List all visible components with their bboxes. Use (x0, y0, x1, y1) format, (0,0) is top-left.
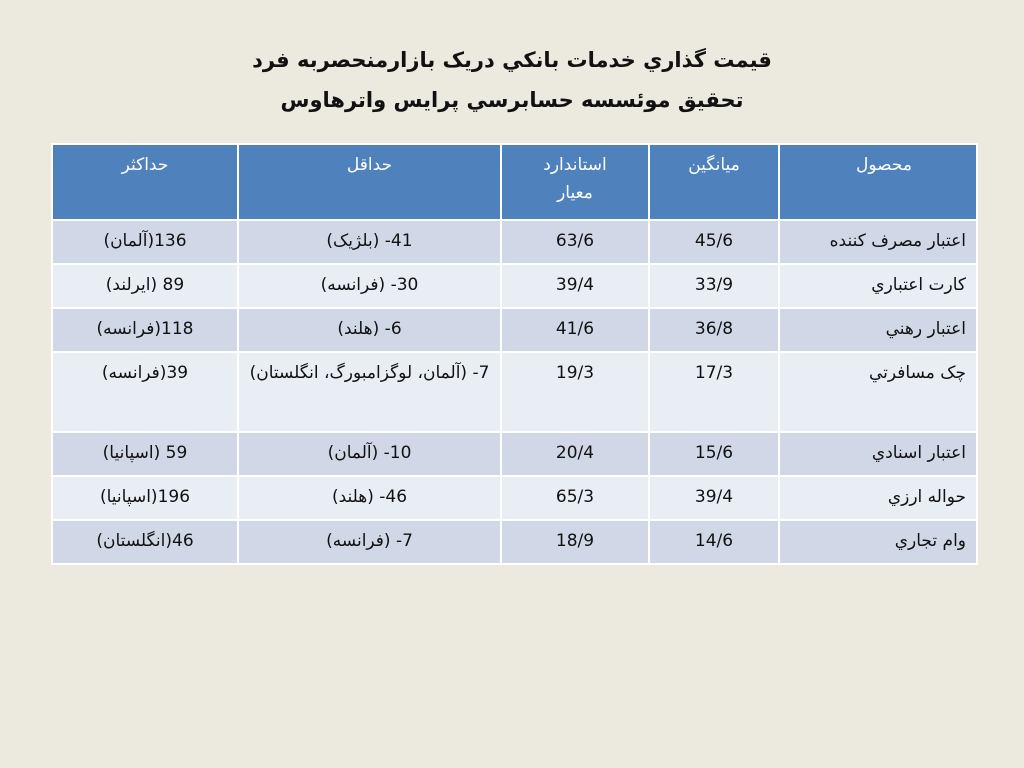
cell-product: وام تجاري (779, 520, 977, 564)
cell-product: كارت اعتباري (779, 264, 977, 308)
cell-minimum: 41- (بلژيک) (238, 220, 501, 264)
title-line-1: قيمت گذاري خدمات بانكي دريک بازارمنحصربه فرد (252, 48, 772, 72)
header-std-line-2: معيار (557, 183, 593, 203)
cell-std: 20/4 (501, 432, 649, 476)
header-maximum: حداكثر (52, 144, 238, 220)
table-header-row (52, 144, 977, 220)
cell-std: 41/6 (501, 308, 649, 352)
cell-product: حواله ارزي (779, 476, 977, 520)
table-row (52, 432, 977, 476)
cell-minimum: 10- (آلمان) (238, 432, 501, 476)
table-row (52, 352, 977, 432)
table-row (52, 520, 977, 564)
table-row (52, 264, 977, 308)
cell-product: اعتبار مصرف كننده (779, 220, 977, 264)
header-std (501, 144, 649, 220)
cell-average: 33/9 (649, 264, 779, 308)
cell-minimum: 7- (فرانسه) (238, 520, 501, 564)
cell-maximum: 118(فرانسه) (52, 308, 238, 352)
header-product: محصول (779, 144, 977, 220)
slide-title (0, 40, 1024, 120)
cell-minimum: 30- (فرانسه) (238, 264, 501, 308)
cell-std: 63/6 (501, 220, 649, 264)
cell-minimum: 46- (هلند) (238, 476, 501, 520)
header-minimum: حداقل (238, 144, 501, 220)
title-line-2: تحقيق موئسسه حسابرسي پرايس واترهاوس (280, 88, 744, 112)
cell-average: 36/8 (649, 308, 779, 352)
cell-average: 15/6 (649, 432, 779, 476)
pricing-table (51, 143, 978, 565)
cell-maximum: 196(اسپانيا) (52, 476, 238, 520)
cell-maximum: 59 (اسپانيا) (52, 432, 238, 476)
table-row (52, 476, 977, 520)
cell-average: 39/4 (649, 476, 779, 520)
cell-std: 65/3 (501, 476, 649, 520)
cell-product: چک مسافرتي (779, 352, 977, 432)
cell-average: 45/6 (649, 220, 779, 264)
cell-maximum: 39(فرانسه) (52, 352, 238, 432)
cell-product: اعتبار اسنادي (779, 432, 977, 476)
table-row (52, 308, 977, 352)
cell-std: 39/4 (501, 264, 649, 308)
header-average: ميانگين (649, 144, 779, 220)
cell-std: 18/9 (501, 520, 649, 564)
header-std-line-1: استاندارد (543, 155, 607, 175)
cell-average: 14/6 (649, 520, 779, 564)
cell-maximum: 89 (ايرلند) (52, 264, 238, 308)
cell-maximum: 136(آلمان) (52, 220, 238, 264)
cell-average: 17/3 (649, 352, 779, 432)
cell-minimum: 6- (هلند) (238, 308, 501, 352)
cell-maximum: 46(انگلستان) (52, 520, 238, 564)
cell-std: 19/3 (501, 352, 649, 432)
table-row (52, 220, 977, 264)
cell-minimum: 7- (آلمان، لوگزامبورگ، انگلستان) (238, 352, 501, 432)
cell-product: اعتبار رهني (779, 308, 977, 352)
